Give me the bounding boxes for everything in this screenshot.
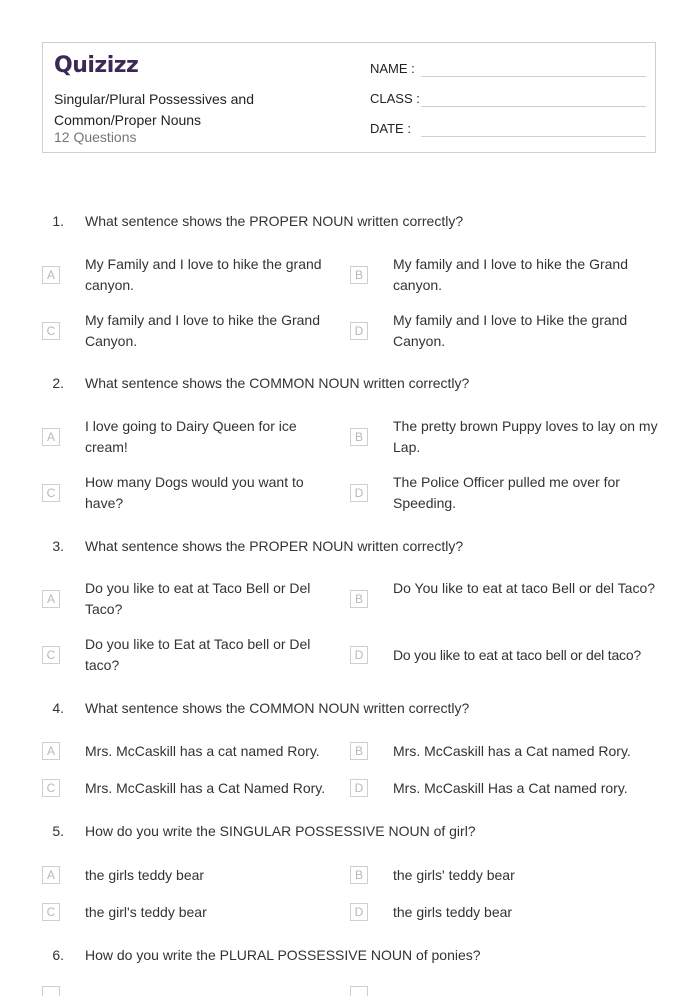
name-label: NAME :: [370, 61, 415, 76]
question-number: 6.: [52, 947, 64, 963]
option-text: Mrs. McCaskill Has a Cat named rory.: [393, 780, 628, 796]
option-letter: D: [350, 646, 368, 664]
option-letter: C: [42, 322, 60, 340]
question-text: What sentence shows the COMMON NOUN written correctly?: [85, 375, 470, 391]
option-text: Mrs. McCaskill has a cat named Rory.: [85, 743, 320, 759]
option-text: Do you like to eat at Taco Bell or Del Taco?: [85, 580, 311, 617]
worksheet-header: [42, 42, 656, 153]
class-label: CLASS :: [370, 91, 420, 106]
option-letter: C: [42, 903, 60, 921]
question-text: How do you write the PLURAL POSSESSIVE NOUN of ponies?: [85, 947, 481, 963]
option-text: My family and I love to hike the Grand Canyon.: [85, 312, 320, 349]
date-line: [421, 136, 646, 137]
q6-option-a-partial[interactable]: [42, 986, 60, 996]
option-text: the girls teddy bear: [85, 867, 205, 883]
option-text: I love going to Dairy Queen for ice cream!: [85, 418, 297, 455]
option-letter: C: [42, 646, 60, 664]
option-letter: D: [350, 903, 368, 921]
question-number: 2.: [52, 375, 64, 391]
question-text: What sentence shows the PROPER NOUN written correctly?: [85, 213, 464, 229]
option-text: Do You like to eat at taco Bell or del Taco?: [393, 580, 656, 596]
option-text: the girl's teddy bear: [85, 904, 207, 920]
option-letter: B: [350, 866, 368, 884]
option-letter: A: [42, 742, 60, 760]
option-text: My Family and I love to hike the grand canyon.: [85, 256, 322, 293]
question-number: 4.: [52, 700, 64, 716]
option-text: The Police Officer pulled me over for Speeding.: [393, 474, 620, 511]
option-letter: D: [350, 484, 368, 502]
option-letter: A: [42, 266, 60, 284]
name-field: [370, 61, 646, 81]
option-letter: D: [350, 779, 368, 797]
option-letter: C: [42, 484, 60, 502]
option-text: Mrs. McCaskill has a Cat named Rory.: [393, 743, 631, 759]
question-number: 1.: [52, 213, 64, 229]
q6-option-b-partial[interactable]: [350, 986, 368, 996]
option-text: Do you like to Eat at Taco bell or Del taco?: [85, 636, 311, 673]
option-letter: B: [350, 428, 368, 446]
question-text: How do you write the SINGULAR POSSESSIVE NOUN of girl?: [85, 823, 476, 839]
question-count: 12 Questions: [54, 129, 137, 145]
question-text: What sentence shows the COMMON NOUN written correctly?: [85, 700, 470, 716]
date-field: [370, 121, 646, 141]
option-letter: D: [350, 322, 368, 340]
option-text: How many Dogs would you want to have?: [85, 474, 304, 511]
option-text: The pretty brown Puppy loves to lay on my Lap.: [393, 418, 658, 455]
option-letter: B: [350, 266, 368, 284]
option-letter: A: [42, 866, 60, 884]
question-text: What sentence shows the PROPER NOUN written correctly?: [85, 538, 464, 554]
question-number: 5.: [52, 823, 64, 839]
option-text: the girls teddy bear: [393, 904, 513, 920]
option-text: the girls' teddy bear: [393, 867, 515, 883]
option-text: My family and I love to hike the Grand canyon.: [393, 256, 628, 293]
option-letter: C: [42, 779, 60, 797]
quizizz-logo: Quizizz: [54, 53, 139, 78]
class-line: [421, 106, 646, 107]
option-text: Do you like to eat at taco bell or del taco?: [393, 647, 642, 663]
option-text: Mrs. McCaskill has a Cat Named Rory.: [85, 780, 326, 796]
option-letter: B: [350, 742, 368, 760]
option-letter: A: [42, 590, 60, 608]
option-text: My family and I love to Hike the grand Canyon.: [393, 312, 628, 349]
question-number: 3.: [52, 538, 64, 554]
date-label: DATE :: [370, 121, 411, 136]
option-letter: A: [42, 428, 60, 446]
worksheet-title: Singular/Plural Possessives and Common/Proper Nouns: [54, 91, 254, 128]
name-line: [421, 76, 646, 77]
option-letter: B: [350, 590, 368, 608]
class-field: [370, 91, 646, 111]
